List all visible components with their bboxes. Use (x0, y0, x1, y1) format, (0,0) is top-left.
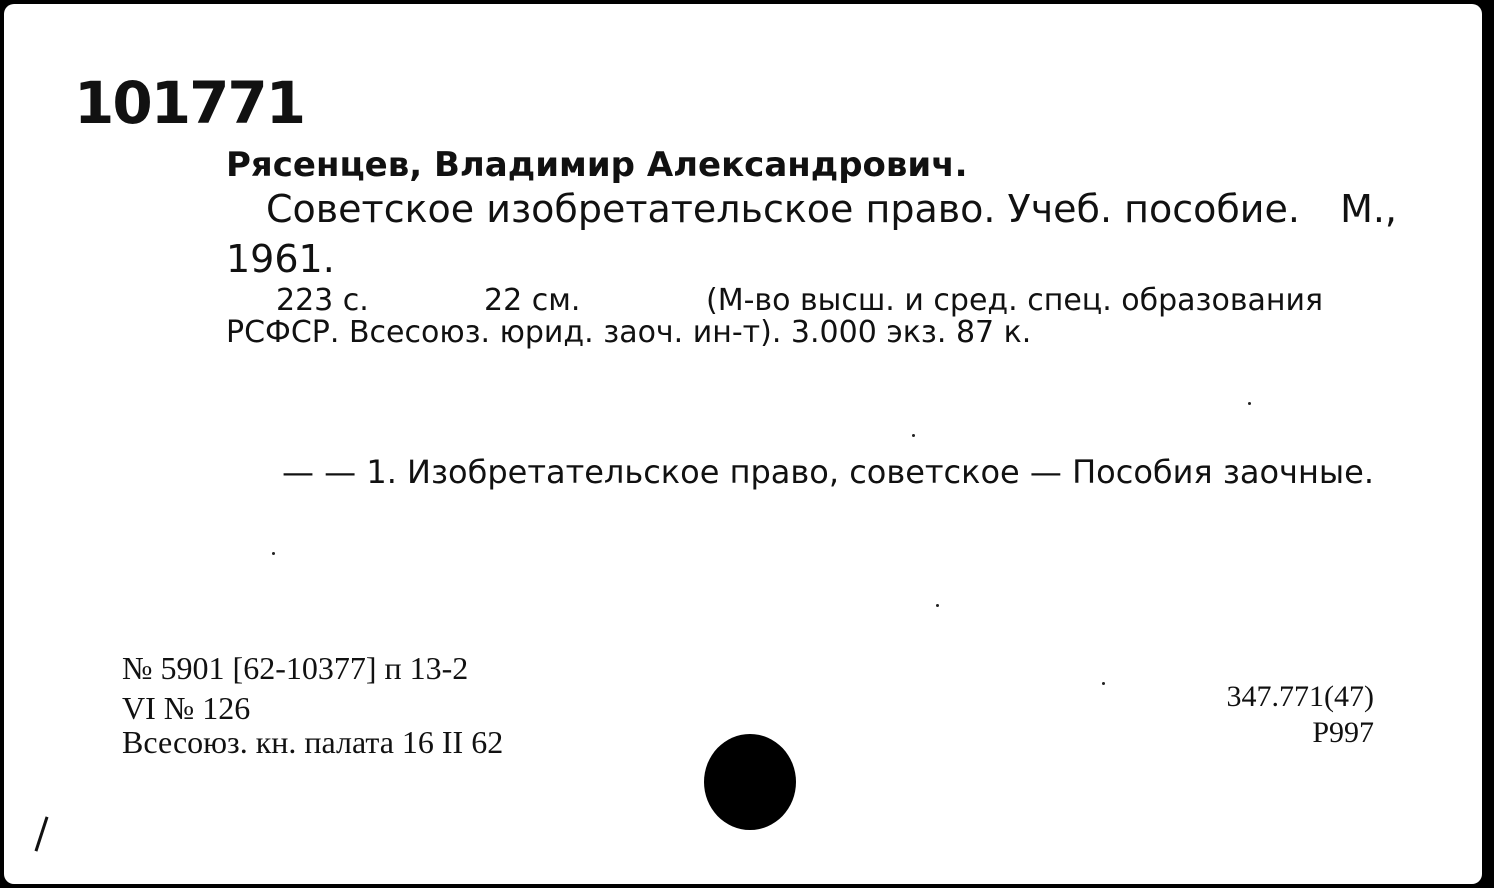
speck (272, 552, 275, 555)
udc-number: 347.771(47) (1226, 680, 1374, 713)
record-line-1: № 5901 [62-10377] п 13-2 (122, 650, 469, 686)
book-title: Советское изобретательское право. Учеб. пособие. (266, 187, 1300, 231)
pencil-mark (35, 816, 49, 851)
record-line-2: VI № 126 (122, 690, 251, 726)
inventory-number: 101771 (74, 69, 305, 137)
punch-hole (704, 734, 796, 830)
speck (1102, 682, 1105, 685)
subject-heading: — — 1. Изобретательское право, советское — Пособия заочные. (282, 453, 1374, 491)
speck (1248, 402, 1251, 405)
book-size: 22 см. (484, 283, 581, 318)
title-line (266, 187, 1398, 231)
speck (936, 604, 939, 607)
series-line-2: РСФСР. Всесоюз. юрид. заоч. ин-т). 3.000 экз. 87 к. (226, 315, 1032, 350)
publication-year: 1961. (226, 237, 335, 281)
series-line-1: (М-во высш. и сред. спец. образования (706, 283, 1324, 318)
catalog-card (4, 4, 1482, 884)
card-edge-shadow (1482, 0, 1494, 888)
speck (912, 434, 915, 437)
record-line-3: Всесоюз. кн. палата 16 II 62 (122, 724, 504, 760)
author-mark: Р997 (1312, 716, 1374, 749)
publication-place: М., (1340, 187, 1398, 231)
author-heading: Рясенцев, Владимир Александрович. (226, 145, 968, 185)
page-count: 223 с. (276, 283, 369, 318)
